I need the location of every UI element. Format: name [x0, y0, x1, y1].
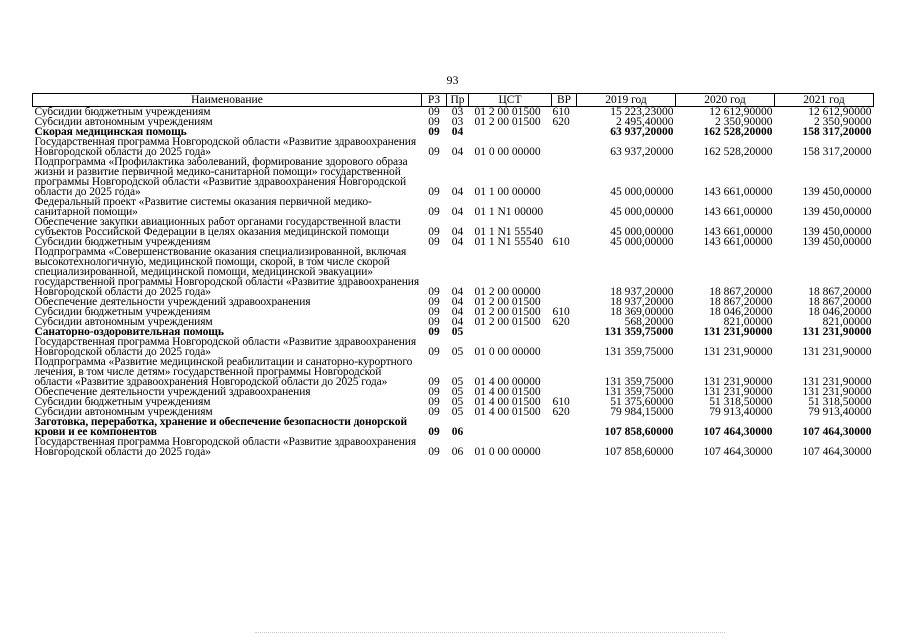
cell-cst: 01 2 00 01500 [474, 317, 541, 327]
cell-name: Заготовка, переработка, хранение и обеспечение безопасности донорской крови и ее компонентов [34, 417, 407, 437]
cell-rz: 09 [428, 127, 440, 137]
cell-vr [552, 437, 577, 457]
header-vr: ВР [552, 94, 577, 107]
cell-rz: 09 [428, 237, 440, 247]
cell-pr: 04 [451, 206, 464, 217]
table-row [33, 387, 874, 397]
cell-name: Обеспечение деятельности учреждений здравоохранения [34, 387, 311, 397]
cell-vr: 620 [552, 407, 570, 417]
cell-2020: 131 231,90000 [703, 376, 773, 387]
cell-cst: 01 0 00 00000 [474, 346, 541, 357]
cell-2019: 107 858,60000 [604, 446, 674, 457]
cell-rz: 09 [428, 186, 440, 197]
cell-2019: 79 984,15000 [610, 407, 674, 417]
cell-pr: 06 [451, 446, 464, 457]
cell-2020: 51 318,50000 [709, 397, 773, 407]
cell-vr: 620 [552, 317, 570, 327]
cell-rz: 09 [428, 317, 440, 327]
cell-2020: 131 231,90000 [703, 327, 773, 337]
cell-name: Скорая медицинская помощь [34, 127, 187, 137]
cell-2021: 158 317,20000 [802, 146, 872, 157]
cell-cst: 01 0 00 00000 [474, 146, 541, 157]
cell-2020: 143 661,00000 [703, 226, 773, 237]
cell-2021: 107 464,30000 [802, 446, 872, 457]
cell-pr: 04 [451, 146, 464, 157]
cell-2020: 12 612,90000 [709, 106, 773, 117]
cell-pr: 06 [451, 426, 464, 437]
cell-2021: 79 913,40000 [808, 407, 872, 417]
cell-2020: 131 231,90000 [703, 387, 773, 397]
header-pr: Пр [447, 94, 469, 107]
cell-rz: 09 [428, 286, 440, 297]
cell-2020: 107 464,30000 [703, 426, 773, 437]
cell-2021: 107 464,30000 [802, 426, 872, 437]
cell-name: Субсидии бюджетным учреждениям [34, 106, 211, 117]
table-row [33, 397, 874, 407]
cell-pr: 05 [451, 327, 464, 337]
cell-2020: 2 350,90000 [715, 117, 773, 127]
cell-2019: 45 000,00000 [610, 206, 674, 217]
cell-rz: 09 [428, 146, 440, 157]
table-row [33, 297, 874, 307]
table-row [33, 237, 874, 247]
cell-name: Государственная программа Новгородской области «Развитие здравоохранения Новгородской области до 2025 года» [34, 137, 417, 157]
cell-2020: 18 867,20000 [709, 297, 773, 307]
cell-2019: 18 937,20000 [610, 297, 674, 307]
cell-2021: 18 046,20000 [808, 307, 872, 317]
cell-cst: 01 2 00 01500 [474, 117, 541, 127]
table-row [33, 317, 874, 327]
cell-2019: 18 937,20000 [610, 286, 674, 297]
cell-2020: 79 913,40000 [709, 407, 773, 417]
cell-rz: 09 [428, 117, 440, 127]
cell-name: Субсидии автономным учреждениям [34, 407, 213, 417]
table-header-row [33, 94, 874, 107]
cell-2021: 139 450,00000 [802, 237, 872, 247]
cell-2020: 143 661,00000 [703, 206, 773, 217]
cell-rz: 09 [428, 226, 440, 237]
cell-rz: 09 [428, 446, 440, 457]
cell-cst: 01 4 00 00000 [474, 376, 541, 387]
cell-name: Обеспечение закупки авиационных работ органами государственной власти субъектов Российской Федерации в целях оказания медицинской помощи [34, 217, 401, 237]
cell-pr: 05 [451, 346, 464, 357]
cell-cst: 01 2 00 01500 [474, 307, 541, 317]
cell-vr [552, 417, 577, 437]
cell-2021: 2 350,90000 [814, 117, 872, 127]
cell-name: Субсидии автономным учреждениям [34, 317, 213, 327]
cell-vr [552, 217, 577, 237]
table-row [33, 357, 874, 387]
cell-rz: 09 [428, 106, 440, 117]
cell-2019: 63 937,20000 [610, 127, 674, 137]
header-2019: 2019 год [577, 94, 676, 107]
cell-name: Субсидии бюджетным учреждениям [34, 397, 211, 407]
cell-2019: 568,20000 [624, 317, 674, 327]
cell-2020: 162 528,20000 [703, 146, 773, 157]
cell-name: Подпрограмма «Профилактика заболеваний, формирование здорового образа жизни и развитие первичной медико-санитарной помощи» государственной программы Новгородской области «Развитие здравоохранения Новгородской области до 2025 года» [34, 157, 408, 197]
cell-2020: 18 867,20000 [709, 286, 773, 297]
cell-pr: 04 [451, 186, 464, 197]
cell-2019: 131 359,75000 [604, 327, 674, 337]
cell-cst: 01 0 00 00000 [474, 446, 541, 457]
cell-rz: 09 [428, 327, 440, 337]
cell-pr: 05 [451, 376, 464, 387]
cell-rz: 09 [428, 397, 440, 407]
cell-2019: 51 375,60000 [610, 397, 674, 407]
cell-rz: 09 [428, 297, 440, 307]
cell-2019: 45 000,00000 [610, 237, 674, 247]
cell-pr: 04 [451, 226, 464, 237]
cell-rz: 09 [428, 407, 440, 417]
cell-cst: 01 2 00 01500 [474, 297, 541, 307]
cell-2020: 143 661,00000 [703, 186, 773, 197]
cell-2021: 139 450,00000 [802, 226, 872, 237]
cell-rz: 09 [428, 376, 440, 387]
cell-2019: 2 495,40000 [616, 117, 674, 127]
table-row [33, 407, 874, 417]
scan-artifact-line [255, 632, 725, 634]
cell-2021: 821,00000 [822, 317, 872, 327]
table-row [33, 437, 874, 457]
cell-cst [469, 417, 552, 437]
cell-2020: 131 231,90000 [703, 346, 773, 357]
cell-2021: 158 317,20000 [802, 127, 872, 137]
cell-cst: 01 2 00 01500 [474, 106, 541, 117]
cell-2021: 12 612,90000 [808, 106, 872, 117]
cell-cst: 01 1 00 00000 [474, 186, 541, 197]
cell-2021: 131 231,90000 [802, 327, 872, 337]
cell-vr: 610 [552, 397, 570, 407]
cell-pr: 04 [451, 237, 464, 247]
table-row [33, 127, 874, 137]
cell-cst [469, 127, 552, 137]
header-cst: ЦСТ [469, 94, 552, 107]
table-row [33, 417, 874, 437]
cell-cst: 01 1 N1 55540 [474, 237, 544, 247]
cell-2019: 107 858,60000 [604, 426, 674, 437]
cell-2019: 45 000,00000 [610, 186, 674, 197]
cell-2021: 131 231,90000 [802, 376, 872, 387]
cell-vr [552, 387, 577, 397]
table-row [33, 197, 874, 217]
cell-vr: 620 [552, 117, 570, 127]
cell-2020: 821,00000 [723, 317, 773, 327]
cell-name: Государственная программа Новгородской области «Развитие здравоохранения Новгородской области до 2025 года» [34, 437, 417, 457]
cell-vr [552, 337, 577, 357]
cell-2021: 51 318,50000 [808, 397, 872, 407]
cell-vr [552, 327, 577, 337]
cell-vr: 610 [552, 307, 570, 317]
header-2020: 2020 год [676, 94, 775, 107]
cell-2021: 131 231,90000 [802, 387, 872, 397]
cell-2021: 18 867,20000 [808, 297, 872, 307]
cell-name: Федеральный проект «Развитие системы оказания первичной медико-санитарной помощи» [34, 197, 372, 217]
cell-2019: 45 000,00000 [610, 226, 674, 237]
cell-2019: 18 369,00000 [610, 307, 674, 317]
header-name: Наименование [33, 94, 422, 107]
cell-2019: 131 359,75000 [604, 346, 674, 357]
cell-cst: 01 4 00 01500 [474, 387, 541, 397]
cell-name: Субсидии бюджетным учреждениям [34, 307, 211, 317]
table-row [33, 247, 874, 297]
cell-2020: 162 528,20000 [703, 127, 773, 137]
cell-cst: 01 2 00 00000 [474, 286, 541, 297]
table-row [33, 217, 874, 237]
cell-pr: 03 [451, 117, 464, 127]
cell-pr: 05 [451, 387, 464, 397]
cell-vr [552, 297, 577, 307]
page-number: 93 [446, 73, 459, 87]
header-2021: 2021 год [775, 94, 874, 107]
cell-rz: 09 [428, 346, 440, 357]
cell-vr [552, 357, 577, 387]
cell-vr [552, 137, 577, 157]
cell-cst: 01 4 00 01500 [474, 407, 541, 417]
cell-2021: 139 450,00000 [802, 206, 872, 217]
cell-2019: 63 937,20000 [610, 146, 674, 157]
cell-name: Субсидии бюджетным учреждениям [34, 237, 211, 247]
cell-name: Подпрограмма «Совершенствование оказания специализированной, включая высокотехнологичную, медицинской помощи, скорой, в том числе скорой специализированной, медицинской помощи, медицинской эвакуации» государственной программы Новгородской области «Развитие здравоохранения Новгородской области до 2025 года» [34, 247, 420, 297]
table-row [33, 107, 874, 118]
cell-pr: 04 [451, 307, 464, 317]
cell-rz: 09 [428, 307, 440, 317]
cell-name: Обеспечение деятельности учреждений здравоохранения [34, 297, 311, 307]
cell-cst: 01 4 00 01500 [474, 397, 541, 407]
table-row [33, 307, 874, 317]
cell-2021: 139 450,00000 [802, 186, 872, 197]
cell-vr [552, 127, 577, 137]
table-row [33, 117, 874, 127]
cell-2020: 143 661,00000 [703, 237, 773, 247]
cell-2021: 18 867,20000 [808, 286, 872, 297]
table-row [33, 327, 874, 337]
cell-vr: 610 [552, 237, 570, 247]
budget-table [32, 93, 874, 457]
cell-pr: 03 [451, 106, 464, 117]
cell-2020: 107 464,30000 [703, 446, 773, 457]
cell-rz: 09 [428, 206, 440, 217]
cell-name: Субсидии автономным учреждениям [34, 117, 213, 127]
cell-vr: 610 [552, 106, 570, 117]
table-row [33, 337, 874, 357]
cell-pr: 05 [451, 397, 464, 407]
cell-name: Санаторно-оздоровительная помощь [34, 327, 224, 337]
cell-name: Подпрограмма «Развитие медицинской реабилитации и санаторно-курортного лечения, в том числе детям» государственной программы Новгородской области «Развитие здравоохранения Новгородской области до 2025 года» [34, 357, 413, 387]
cell-pr: 04 [451, 297, 464, 307]
cell-2021: 131 231,90000 [802, 346, 872, 357]
cell-cst [469, 327, 552, 337]
cell-2019: 131 359,75000 [604, 387, 674, 397]
cell-cst: 01 1 N1 55540 [474, 226, 544, 237]
cell-pr: 04 [451, 286, 464, 297]
cell-rz: 09 [428, 426, 440, 437]
table-body [33, 107, 874, 458]
cell-pr: 04 [451, 317, 464, 327]
cell-pr: 04 [451, 127, 464, 137]
cell-vr [552, 157, 577, 197]
table-row [33, 137, 874, 157]
cell-name: Государственная программа Новгородской области «Развитие здравоохранения Новгородской области до 2025 года» [34, 337, 417, 357]
cell-vr [552, 197, 577, 217]
cell-2019: 131 359,75000 [604, 376, 674, 387]
table-row [33, 157, 874, 197]
cell-vr [552, 247, 577, 297]
cell-rz: 09 [428, 387, 440, 397]
cell-2019: 15 223,23000 [610, 106, 674, 117]
header-rz: РЗ [422, 94, 447, 107]
cell-cst: 01 1 N1 00000 [474, 206, 544, 217]
cell-2020: 18 046,20000 [709, 307, 773, 317]
cell-pr: 05 [451, 407, 464, 417]
